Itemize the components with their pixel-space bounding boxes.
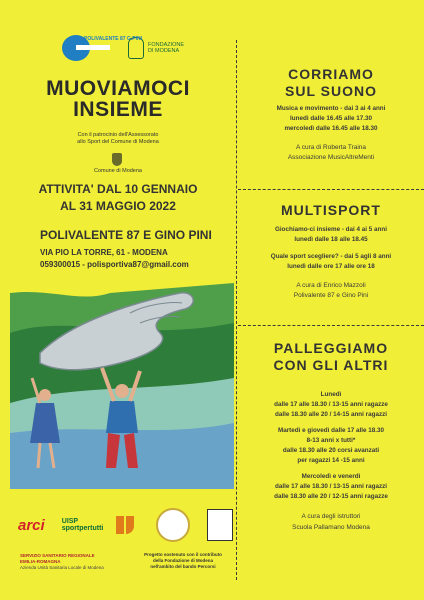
patronage-line-1: Con il patrocinio dell'Assessorato — [77, 132, 159, 138]
title-line-1: MUOVIAMOCI — [46, 77, 190, 100]
schedule-line: per ragazzi 14 -15 anni — [297, 456, 365, 464]
schedule-line: dalle 18.30 alle 20 / 14-15 anni ragazzi — [274, 410, 387, 418]
illustration — [10, 283, 234, 489]
contact-line[interactable]: 059300015 - polisportiva87@gmail.com — [40, 259, 189, 269]
credit-line: Polivalente 87 e Gino Pini — [293, 292, 369, 300]
credits — [238, 143, 424, 164]
credit-line: A cura degli istruttori — [301, 513, 361, 521]
section-divider — [238, 189, 424, 190]
schedule-line: lunedì dalle 16.45 alle 17.30 — [290, 114, 372, 122]
address-line: VIA PIO LA TORRE, 61 - MODENA — [40, 248, 168, 257]
credit-line: A cura di Roberta Traina — [295, 143, 367, 151]
credit-line: A cura di Enrico Mazzoli — [296, 282, 366, 290]
section-palleggiamo — [238, 340, 424, 533]
schedule-line: mercoledì dalle 16.45 alle 18.30 — [284, 124, 378, 132]
top-logos — [62, 33, 186, 63]
schedule-line: dalle 17 alle 18.30 / 13-15 anni ragazze — [274, 400, 388, 408]
schedule — [238, 104, 424, 134]
schedule-line: lunedì dalle 18 alle 18.45 — [294, 235, 368, 243]
schedule-line: Martedì e giovedì dalle 17 alle 18.30 — [277, 426, 385, 434]
title-line: PALLEGGIAMO — [273, 340, 389, 356]
venue-address — [40, 247, 189, 270]
partner-logos — [18, 505, 233, 545]
schedule-line: dalle 18.30 alle 20 / 12-15 anni ragazze — [274, 493, 388, 501]
ssr-line-3: Azienda Unità Sanitaria Locale di Modena — [20, 564, 104, 570]
credit-line: Associazione MusicAltreMenti — [287, 154, 375, 162]
note-line-3: nell'ambito del bando Percorsi — [150, 563, 216, 569]
section-corriamo — [238, 66, 424, 164]
polivalente-logo: POLIVALENTE 87 G.PINI — [62, 33, 108, 63]
note-line-1: Progetto sostenuto con il contributo — [144, 552, 222, 557]
title-line-2: INSIEME — [73, 98, 163, 122]
section-title — [238, 340, 424, 374]
vertical-divider — [236, 40, 237, 580]
ssr-line-1: SERVIZIO SANITARIO REGIONALE — [20, 553, 95, 558]
patronage-text — [0, 132, 236, 147]
patronage-line-2: allo Sport del Comune di Modena — [77, 139, 159, 146]
dates-line-1: ATTIVITA' DAL 10 GENNAIO — [38, 182, 198, 196]
schedule-line: lunedì dalle ore 17 alle ore 18 — [287, 262, 375, 270]
ssr-logo-text — [20, 553, 104, 571]
jl-logo — [113, 508, 139, 542]
schedule-line: dalle 17 alle 18.30 / 13-15 anni ragazzi — [274, 483, 387, 491]
schedule-line: Musica e movimento - dai 3 ai 4 anni — [276, 104, 386, 112]
ssr-line-2: EMILIA-ROMAGNA — [20, 558, 61, 564]
title-line: CON GLI ALTRI — [273, 356, 389, 373]
schedule — [238, 225, 424, 272]
funding-note — [128, 552, 238, 570]
title-line: CORRIAMO — [288, 66, 374, 82]
schedule-line: dalle 18.30 alle 20 corsi avanzati — [282, 446, 380, 454]
schedule-line: Lunedì — [320, 390, 342, 398]
title-line: SUL SUONO — [285, 82, 377, 99]
section-title: MULTISPORT — [281, 202, 381, 218]
comune-label: Comune di Modena — [93, 168, 142, 174]
dates-line-2: AL 31 MAGGIO 2022 — [60, 199, 176, 214]
credits — [238, 512, 424, 533]
uisp-logo: UISP sportpertutti — [61, 518, 104, 532]
fondazione-modena-logo: FONDAZIONE DI MODENA — [128, 37, 186, 59]
page-title — [0, 78, 236, 121]
schedule-line: 8-13 anni x tutti* — [306, 436, 356, 444]
venue-name: POLIVALENTE 87 E GINO PINI — [40, 228, 212, 242]
schedule-line: Giochiamo-ci insieme - dai 4 ai 5 anni — [275, 225, 387, 233]
section-divider — [238, 325, 424, 326]
schedule-line: Quale sport scegliere? - dai 5 agli 8 anni — [270, 252, 392, 260]
credits — [238, 281, 424, 302]
comune-crest-icon — [112, 153, 122, 166]
partner-badge-logo — [207, 508, 233, 542]
activity-dates — [0, 181, 236, 216]
credit-line: Scuola Pallamano Modena — [292, 523, 370, 531]
pallamano-logo — [156, 508, 190, 542]
schedule-line: Mercoledì e venerdì — [301, 473, 361, 481]
arci-logo: arci — [18, 516, 45, 534]
note-line-2: della Fondazione di Modena — [152, 557, 213, 563]
section-title — [238, 66, 424, 100]
section-multisport — [238, 202, 424, 302]
schedule — [238, 390, 424, 503]
